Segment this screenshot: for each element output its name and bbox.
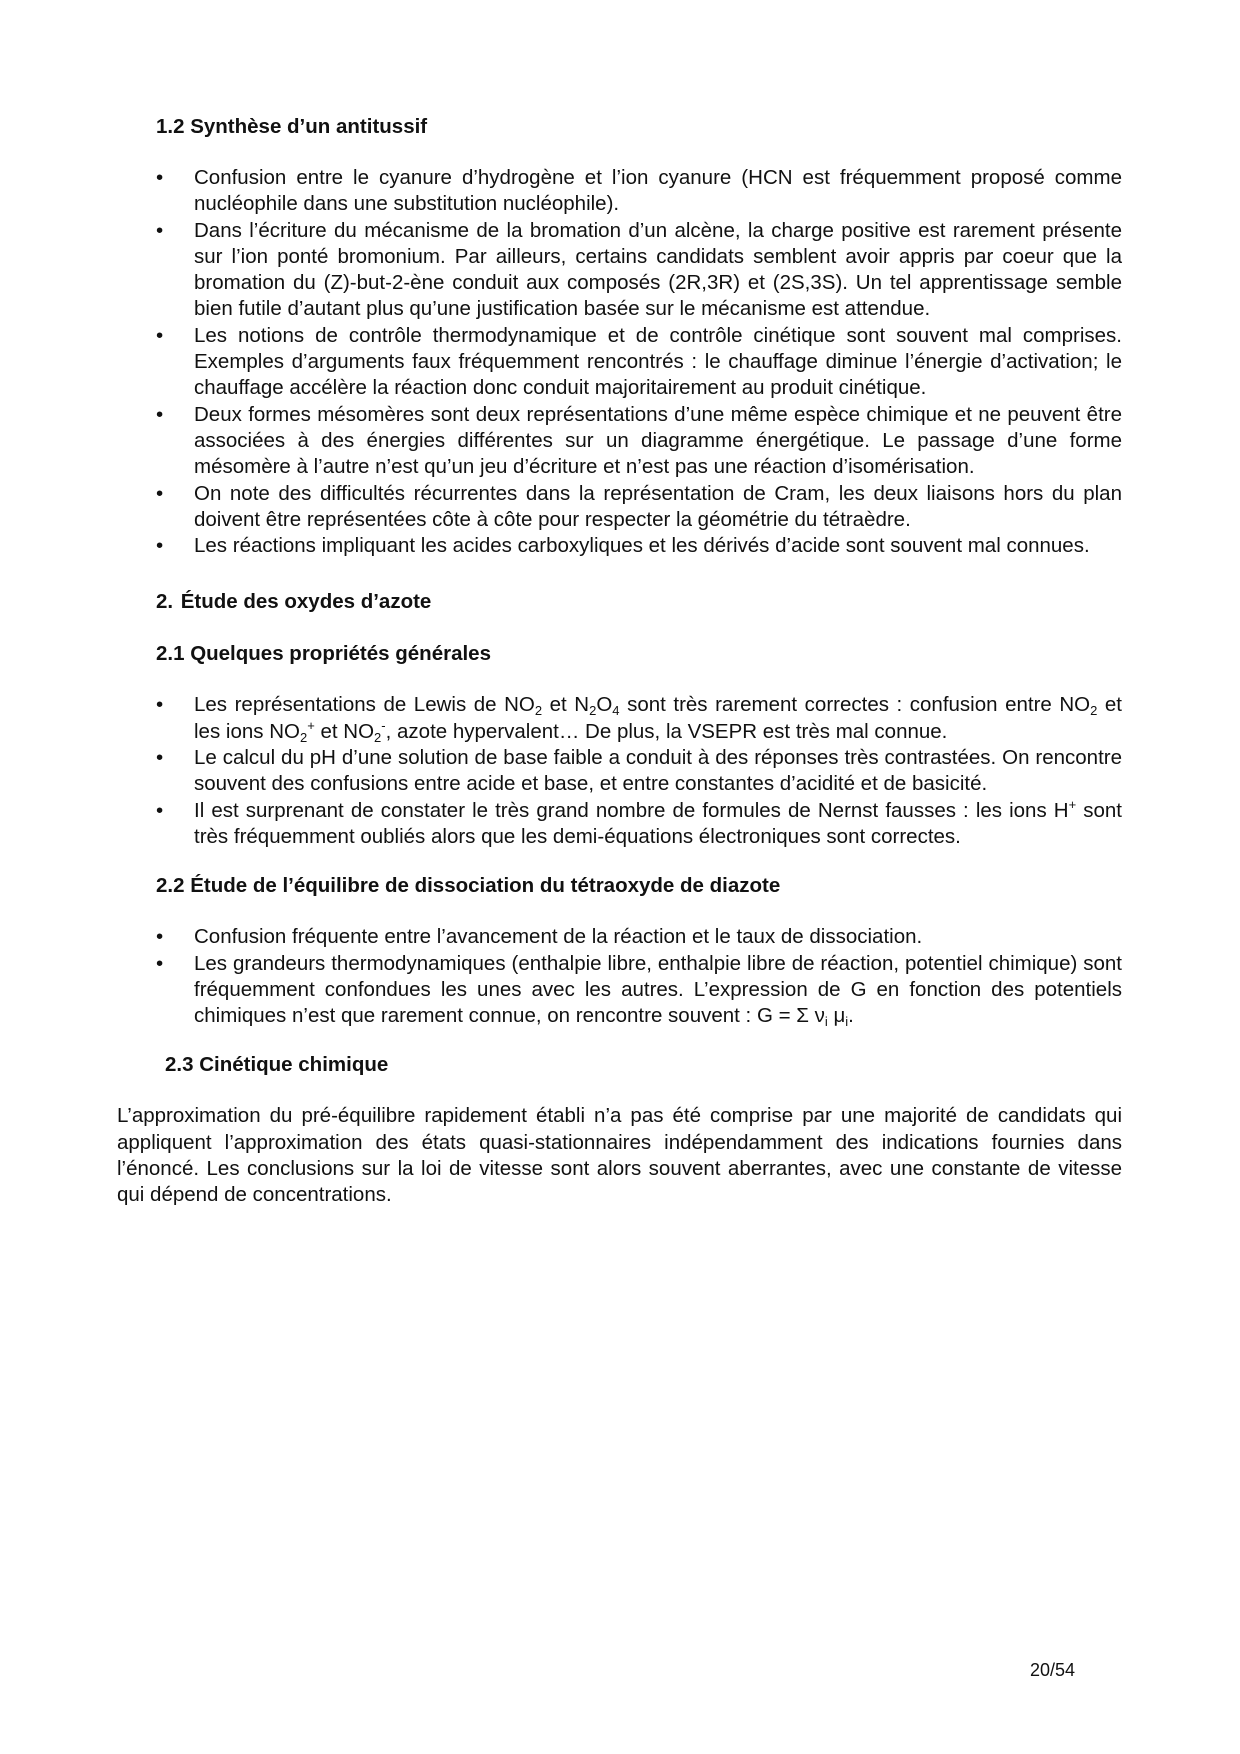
- list-item-text: Dans l’écriture du mécanisme de la bromation d’un alcène, la charge positive est rarement présente sur l’ion ponté bromonium. Par ailleurs, certains candidats semblent avoir appris par coeur que la bromation du (Z)-but-2-ène conduit aux composés (2R,3R) et (2S,3S). Un tel apprentissage semble bien futile d’autant plus qu’une justification basée sur le mécanisme est attendue.: [194, 218, 1122, 321]
- bullet-icon: •: [156, 534, 164, 558]
- text-run: O: [596, 693, 613, 717]
- list-item: [117, 323, 1122, 402]
- list-item-text: [194, 796, 1122, 848]
- bullet-icon: •: [156, 951, 164, 975]
- section-heading-2-1: 2.1 Quelques propriétés générales: [156, 642, 491, 666]
- section-number: 2.: [156, 590, 174, 614]
- list-item-text: Les notions de contrôle thermodynamique et de contrôle cinétique sont souvent mal comprises. Exemples d’arguments faux fréquemment rencontrés : le chauffage diminue l’énergie d’activation; le chauffage accélère la réaction donc conduit majoritairement au produit cinétique.: [194, 323, 1122, 400]
- page-number: 20/54: [1030, 1660, 1076, 1680]
- text-run: et N: [542, 693, 590, 717]
- bullet-icon: •: [156, 166, 164, 189]
- section-heading-2: [156, 589, 1122, 615]
- text-run: , azote hypervalent… De plus, la VSEPR est très mal connue.: [385, 719, 948, 743]
- list-item-text: [194, 952, 1122, 1028]
- bullet-icon: •: [156, 402, 164, 426]
- list-item: [117, 692, 1122, 745]
- list-item: [117, 165, 1122, 218]
- bullet-list-2-1: [117, 692, 1122, 850]
- list-item-text: Les réactions impliquant les acides carboxyliques et les dérivés d’acide sont souvent mal connues.: [194, 534, 1090, 558]
- bullet-icon: •: [156, 218, 164, 242]
- section-heading-2-2: 2.2 Étude de l’équilibre de dissociation du tétraoxyde de diazote: [156, 874, 781, 898]
- bullet-icon: •: [156, 323, 164, 347]
- list-item-text: [194, 693, 1122, 745]
- subscript: i: [845, 1014, 849, 1030]
- page-content: [117, 114, 1122, 1209]
- superscript: +: [307, 717, 315, 733]
- list-item-text: Confusion entre le cyanure d’hydrogène et l’ion cyanure (HCN est fréquemment proposé comme nucléophile dans une substitution nucléophile).: [194, 166, 1122, 216]
- list-item-text: On note des difficultés récurrentes dans la représentation de Cram, les deux liaisons hors du plan doivent être représentées côte à côte pour respecter la géométrie du tétraèdre.: [194, 481, 1122, 531]
- list-item: [117, 951, 1122, 1030]
- subscript: 2: [1090, 703, 1098, 719]
- subscript: i: [824, 1014, 828, 1030]
- text-run: sont très rarement correctes : confusion entre NO: [619, 693, 1091, 717]
- subscript: 2: [534, 703, 543, 719]
- list-item-text: Confusion fréquente entre l’avancement de la réaction et le taux de dissociation.: [194, 925, 923, 949]
- list-item: [117, 402, 1122, 481]
- subscript: 4: [612, 703, 620, 719]
- list-item: [117, 745, 1122, 798]
- subscript: 2: [374, 729, 382, 745]
- bullet-icon: •: [156, 693, 164, 717]
- text-run: et les ions NO: [194, 693, 1122, 743]
- bullet-icon: •: [156, 925, 164, 949]
- list-item: [117, 798, 1122, 851]
- text-run: Il est surprenant de constater le très grand nombre de formules de Nernst fausses : les ions H: [194, 798, 1069, 822]
- bullet-icon: •: [156, 481, 164, 505]
- text-run: Les représentations de Lewis de NO: [194, 693, 535, 717]
- bullet-list-2-2: [117, 924, 1122, 1029]
- list-item: [117, 218, 1122, 323]
- list-item: [117, 481, 1122, 534]
- list-item-text: Deux formes mésomères sont deux représentations d’une même espèce chimique et ne peuvent être associées à des énergies différentes sur un diagramme énergétique. Le passage d’une forme mésomère à l’autre n’est qu’un jeu d’écriture et n’est pas une réaction d’isomérisation.: [194, 402, 1122, 479]
- text-run: et NO: [314, 719, 375, 743]
- superscript: -: [381, 717, 386, 733]
- list-item-text: Le calcul du pH d’une solution de base faible a conduit à des réponses très contrastées. On rencontre souvent des confusions entre acide et base, et entre constantes d’acidité et de basicité.: [194, 746, 1122, 796]
- bullet-list-1-2: [117, 165, 1122, 559]
- bullet-icon: •: [156, 798, 164, 822]
- bullet-icon: •: [156, 746, 164, 770]
- text-run: Les grandeurs thermodynamiques (enthalpie libre, enthalpie libre de réaction, potentiel chimique) sont fréquemment confondues les unes avec les autres. L’expression de G en fonction des potentiels chimiques n’est que rarement connue, on rencontre souvent : G = Σ ν: [194, 951, 1122, 1028]
- section-heading-1-2: 1.2 Synthèse d’un antitussif: [156, 115, 428, 138]
- paragraph-cinetique: L’approximation du pré-équilibre rapidement établi n’a pas été comprise par une majorité de candidats qui appliquent l’approximation des états quasi-stationnaires indépendamment des indications fournies dans l’énoncé. Les conclusions sur la loi de vitesse sont alors souvent aberrantes, avec une constante de vitesse qui dépend de concentrations.: [117, 1104, 1122, 1207]
- section-title: Étude des oxydes d’azote: [180, 590, 432, 614]
- subscript: 2: [589, 703, 597, 719]
- superscript: +: [1068, 796, 1077, 812]
- text-run: μ: [827, 1004, 846, 1028]
- section-heading-2-3: 2.3 Cinétique chimique: [165, 1053, 389, 1077]
- text-run: .: [848, 1004, 854, 1028]
- list-item: [117, 924, 1122, 950]
- subscript: 2: [299, 729, 308, 745]
- text-run: sont très fréquemment oubliés alors que les demi-équations électroniques sont correctes.: [194, 798, 1122, 848]
- list-item: [117, 533, 1122, 559]
